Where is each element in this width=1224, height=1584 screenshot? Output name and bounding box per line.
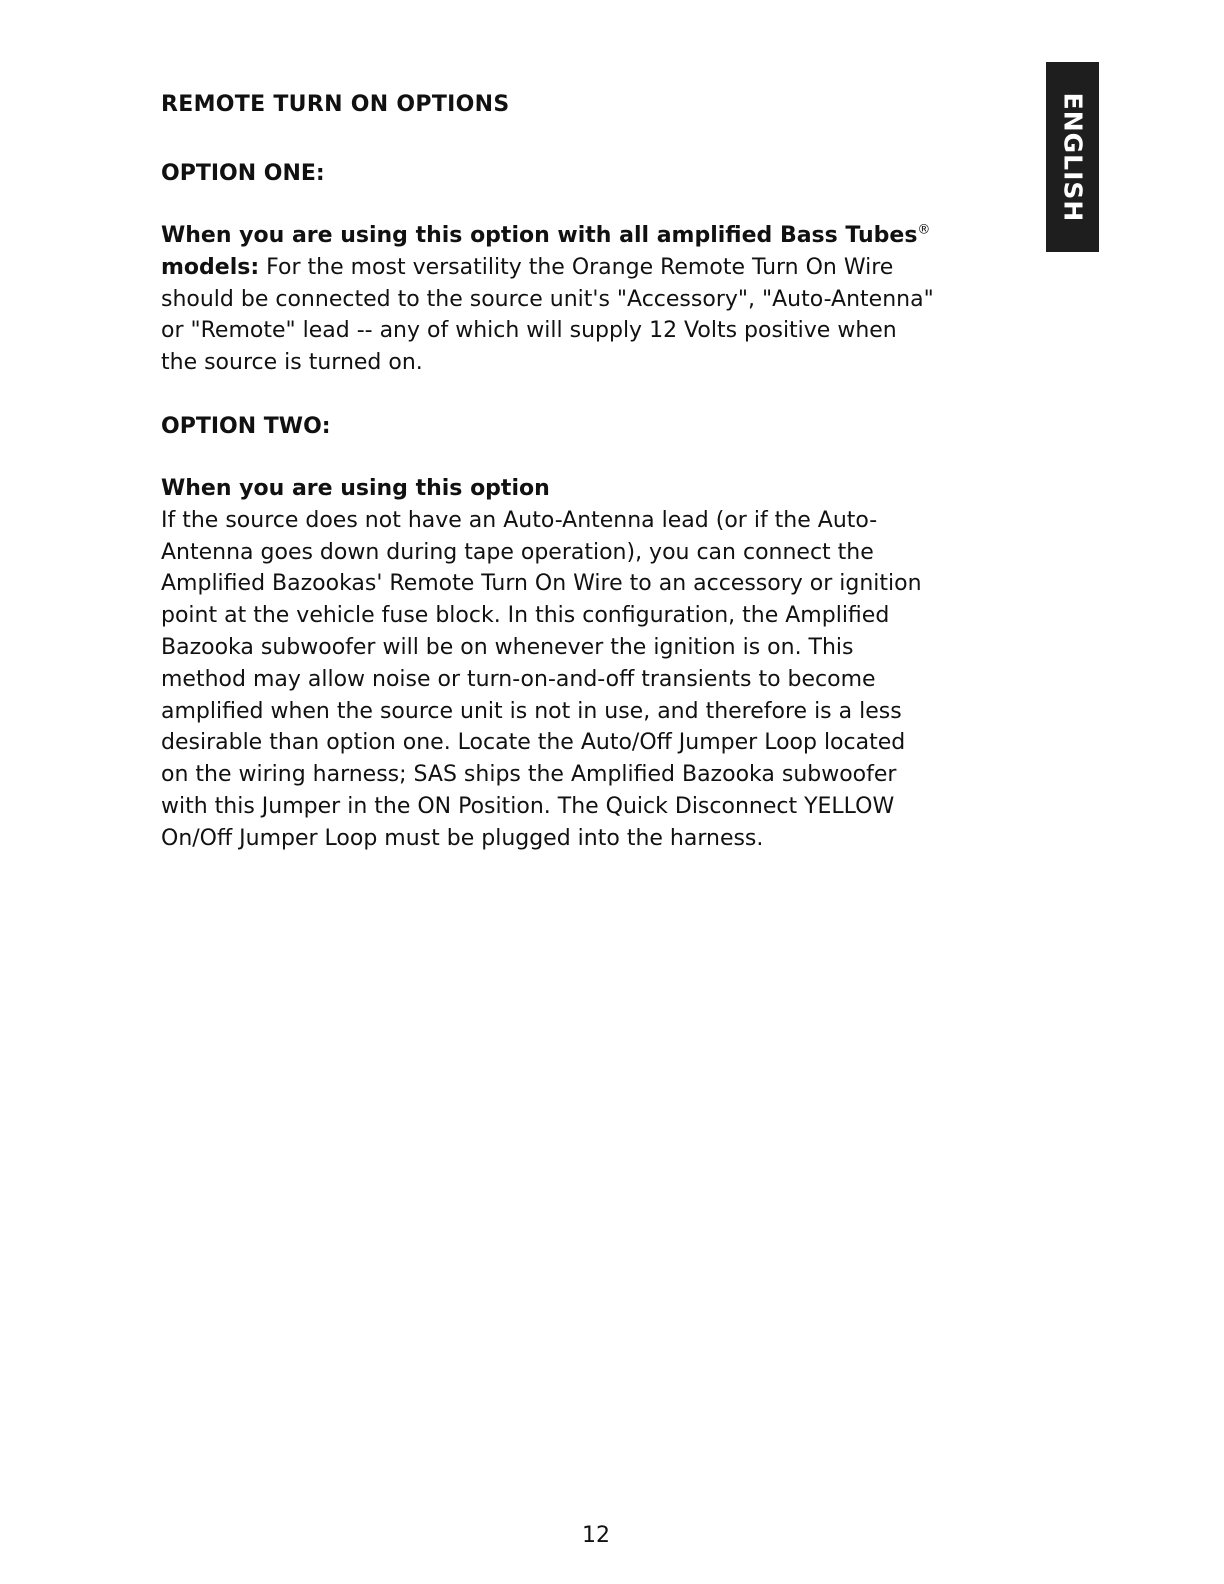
language-tab [1046, 62, 1099, 252]
option-two-line: on the wiring harness; SAS ships the Amplified Bazooka subwoofer [161, 762, 897, 788]
option-two-lead-line [161, 473, 1041, 505]
option-two-line: method may allow noise or turn-on-and-off transients to become [161, 666, 876, 692]
option-one-paragraph [161, 220, 1041, 379]
option-two-line: Antenna goes down during tape operation), you can connect the [161, 539, 874, 565]
option-two-paragraph [161, 473, 1041, 855]
option-two-line: Amplified Bazookas' Remote Turn On Wire to an accessory or ignition [161, 571, 922, 597]
option-one-line-0 [161, 220, 1041, 252]
option-two-line: point at the vehicle fuse block. In this configuration, the Amplified [161, 603, 890, 629]
option-two-line: On/Off Jumper Loop must be plugged into the harness. [161, 825, 764, 851]
option-two-heading: OPTION TWO: [161, 413, 331, 439]
option-one-lead: When you are using this option with all amplified Bass Tubes [161, 223, 918, 248]
registered-mark: ® [917, 222, 931, 238]
option-one-line: the source is turned on. [161, 350, 423, 376]
option-two-lead: When you are using this option [161, 475, 550, 501]
language-tab-label: ENGLISH [1058, 92, 1087, 222]
option-one-line-1 [161, 252, 1041, 284]
page-title: REMOTE TURN ON OPTIONS [161, 92, 510, 117]
option-one-heading: OPTION ONE: [161, 161, 325, 186]
page-content [161, 90, 1041, 855]
option-two-line: If the source does not have an Auto-Antenna lead (or if the Auto- [161, 507, 878, 533]
option-two-line: amplified when the source unit is not in use, and therefore is a less [161, 698, 902, 724]
page-number: 12 [582, 1523, 610, 1548]
option-one-line: should be connected to the source unit's "Accessory", "Auto-Antenna" [161, 286, 934, 312]
option-two-line: desirable than option one. Locate the Auto/Off Jumper Loop located [161, 730, 906, 756]
option-two-line: Bazooka subwoofer will be on whenever the ignition is on. This [161, 634, 854, 660]
option-one-lead-2: models: [161, 254, 260, 280]
option-two-line: with this Jumper in the ON Position. The Quick Disconnect YELLOW [161, 793, 895, 819]
option-one-line: or "Remote" lead -- any of which will supply 12 Volts positive when [161, 318, 897, 344]
option-one-line-1-rest: For the most versatility the Orange Remote Turn On Wire [259, 254, 894, 280]
